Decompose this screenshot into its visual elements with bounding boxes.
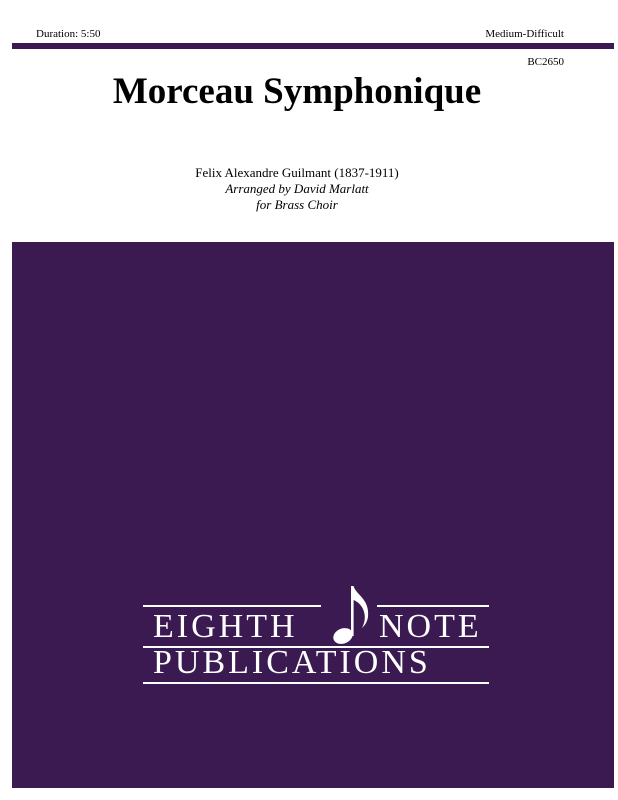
difficulty-label: Medium-Difficult [485, 28, 564, 40]
header-row [36, 27, 564, 41]
composer-line: Felix Alexandre Guilmant (1837-1911) [195, 165, 399, 180]
arranger-line: Arranged by David Marlatt [225, 181, 369, 196]
logo-word-note: NOTE [379, 608, 482, 645]
header-divider-bar [12, 43, 614, 49]
credits-block [0, 165, 594, 213]
duration-label: Duration: 5:50 [36, 28, 101, 40]
logo-word-publications: PUBLICATIONS [153, 644, 431, 681]
publisher-logo [143, 583, 489, 687]
logo-rule-top-left [143, 605, 321, 607]
instrumentation-line: for Brass Choir [256, 197, 338, 212]
logo-rule-top-right [377, 605, 489, 607]
logo-rule-bottom [143, 682, 489, 684]
piece-title: Morceau Symphonique [112, 71, 482, 112]
catalog-number: BC2650 [527, 56, 564, 68]
logo-word-eighth: EIGHTH [153, 608, 298, 645]
eighth-note-icon [330, 583, 374, 649]
cover-panel [12, 242, 614, 788]
